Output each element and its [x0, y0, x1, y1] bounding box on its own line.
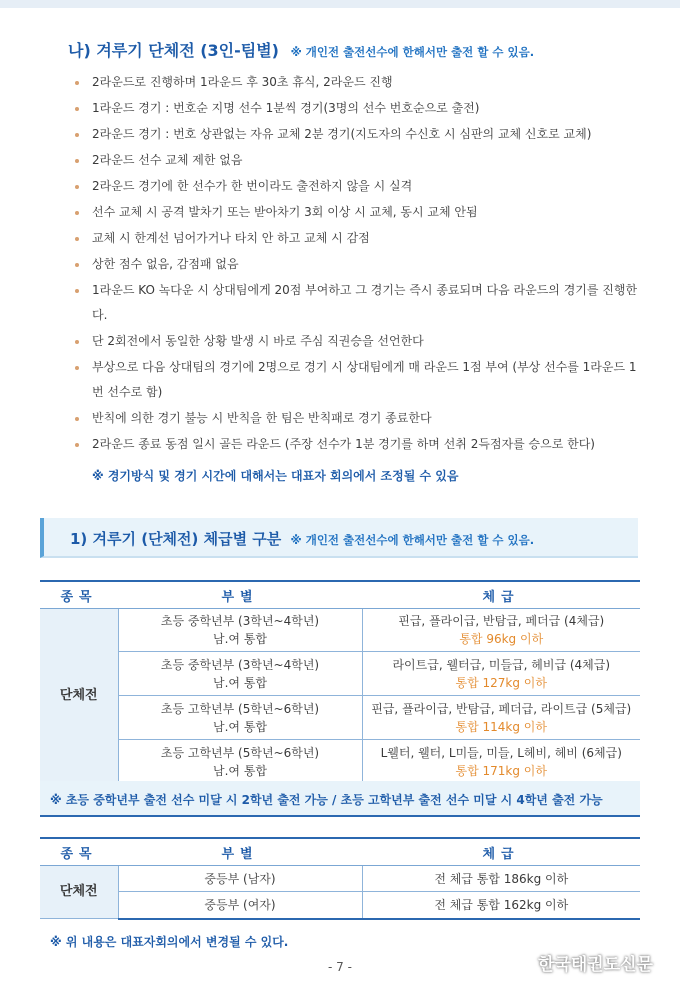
list-item: 부상으로 다음 상대팀의 경기에 2명으로 경기 시 상대팀에게 매 라운드 1점 부여 (부상 선수를 1라운드 1번 선수로 함) [72, 355, 642, 405]
division-name: 초등 고학년부 (5학년~6학년) [160, 745, 320, 760]
header-class: 체급 [362, 581, 640, 609]
class-list: 핀급, 플라이급, 반탐급, 페더급 (4체급) [398, 614, 605, 628]
table-row [40, 866, 640, 892]
top-band [0, 0, 680, 8]
section-title [68, 38, 534, 61]
list-item: 선수 교체 시 공격 발차기 또는 받아차기 3회 이상 시 교체, 동시 교체 안됨 [72, 200, 642, 225]
header-division: 부별 [118, 581, 362, 609]
class-list: 라이트급, 웰터급, 미들급, 헤비급 (4체급) [392, 657, 611, 672]
section-title-text: 나) 겨루기 단체전 (3인-팀별) [68, 41, 279, 60]
header-class: 체급 [362, 838, 640, 866]
category-cell: 단체전 [40, 609, 118, 784]
division-cell [118, 652, 362, 696]
final-note: ※ 위 내용은 대표자회의에서 변경될 수 있다. [50, 935, 289, 949]
subsection-title-text: 1) 겨루기 (단체전) 체급별 구분 [70, 530, 282, 548]
division-gender: 남.여 통합 [213, 675, 267, 690]
header-event: 종목 [40, 838, 118, 866]
section-note: ※ 개인전 출전선수에 한해서만 출전 할 수 있음. [290, 45, 535, 59]
eligibility-note-band [40, 781, 640, 817]
subsection-header [40, 518, 638, 558]
table-header-row [40, 581, 640, 609]
division-cell [118, 609, 362, 652]
list-item: 1라운드 경기 : 번호순 지명 선수 1분씩 경기(3명의 선수 번호순으로 출전) [72, 96, 642, 121]
category-cell: 단체전 [40, 866, 118, 919]
class-cell: 전 체급 통합 186kg 이하 [362, 866, 640, 892]
rules-note: ※ 경기방식 및 경기 시간에 대해서는 대표자 회의에서 조정될 수 있음 [92, 469, 459, 483]
division-cell: 중등부 (여자) [118, 892, 362, 919]
page-number: - 7 - [328, 960, 352, 974]
class-limit: 통합 127kg 이하 [455, 675, 547, 690]
table-row [40, 609, 640, 652]
middle-school-table [40, 837, 640, 920]
header-event: 종목 [40, 581, 118, 609]
class-cell [362, 696, 640, 740]
class-list: L웰터, 웰터, L미들, 미들, L헤비, 헤비 (6체급) [380, 745, 622, 760]
table-row [40, 740, 640, 784]
class-cell [362, 740, 640, 784]
division-cell: 중등부 (남자) [118, 866, 362, 892]
list-item: 2라운드 경기에 한 선수가 한 번이라도 출전하지 않을 시 실격 [72, 174, 642, 199]
table-header-row [40, 838, 640, 866]
class-limit: 통합 171kg 이하 [455, 763, 547, 778]
class-cell: 전 체급 통합 162kg 이하 [362, 892, 640, 919]
class-cell [362, 609, 640, 652]
table-row [40, 696, 640, 740]
list-item: 단 2회전에서 동일한 상황 발생 시 바로 주심 직권승을 선언한다 [72, 329, 642, 354]
header-division: 부별 [118, 838, 362, 866]
list-item: 2라운드로 진행하며 1라운드 후 30초 휴식, 2라운드 진행 [72, 70, 642, 95]
class-list: 핀급, 플라이급, 반탐급, 페더급, 라이트급 (5체급) [371, 701, 632, 716]
rules-list [72, 70, 642, 458]
list-item: 교체 시 한계선 넘어가거나 타치 안 하고 교체 시 감점 [72, 226, 642, 251]
table-row [40, 892, 640, 919]
division-name: 초등 중학년부 (3학년~4학년) [160, 657, 320, 672]
weight-class-table [40, 580, 640, 784]
division-name: 초등 고학년부 (5학년~6학년) [160, 701, 320, 716]
division-gender: 남.여 통합 [213, 632, 267, 646]
class-limit: 통합 96kg 이하 [459, 632, 544, 646]
table-row [40, 652, 640, 696]
eligibility-note: ※ 초등 중학년부 출전 선수 미달 시 2학년 출전 가능 / 초등 고학년부 출전 선수 미달 시 4학년 출전 가능 [50, 793, 603, 807]
division-name: 초등 중학년부 (3학년~4학년) [160, 614, 320, 628]
list-item: 2라운드 선수 교체 제한 없음 [72, 148, 642, 173]
list-item: 상한 점수 없음, 감점패 없음 [72, 252, 642, 277]
list-item: 2라운드 경기 : 번호 상관없는 자유 교체 2분 경기(지도자의 수신호 시 심판의 교체 신호로 교체) [72, 122, 642, 147]
division-gender: 남.여 통합 [213, 763, 267, 778]
subsection-note: ※ 개인전 출전선수에 한해서만 출전 할 수 있음. [290, 533, 535, 547]
watermark: 한국태권도신문 [538, 955, 653, 975]
list-item: 1라운드 KO 녹다운 시 상대팀에게 20점 부여하고 그 경기는 즉시 종료되며 다음 라운드의 경기를 진행한다. [72, 278, 642, 328]
division-gender: 남.여 통합 [213, 719, 267, 734]
class-cell [362, 652, 640, 696]
list-item: 2라운드 종료 동점 일시 골든 라운드 (주장 선수가 1분 경기를 하며 선취 2득점자를 승으로 한다) [72, 432, 642, 457]
class-limit: 통합 114kg 이하 [455, 719, 547, 734]
division-cell [118, 740, 362, 784]
division-cell [118, 696, 362, 740]
subsection-title [70, 528, 534, 549]
list-item: 반칙에 의한 경기 불능 시 반칙을 한 팀은 반칙패로 경기 종료한다 [72, 406, 642, 431]
